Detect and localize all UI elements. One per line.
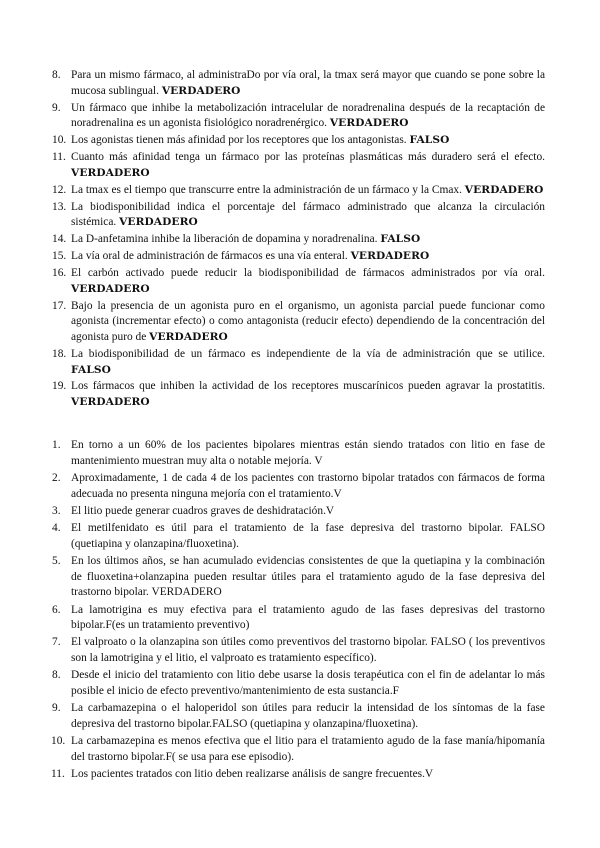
item-number: 9. <box>52 702 61 715</box>
item-number: 5. <box>52 554 61 567</box>
answer-label: VERDADERO <box>71 166 150 179</box>
answer-label: VERDADERO <box>119 216 198 229</box>
statement-text: La D-anfetamina inhibe la liberación de dopamina y noradrenalina. <box>71 233 378 246</box>
item-number: 12. <box>52 183 67 196</box>
item-number: 2. <box>52 471 61 484</box>
item-number: 16. <box>52 266 67 279</box>
list-item <box>52 101 545 132</box>
answer-label: VERDADERO <box>149 330 228 343</box>
list-item <box>52 471 545 502</box>
item-number: 1. <box>52 439 61 451</box>
item-number: 19. <box>52 380 67 393</box>
statement-text: La vía oral de administración de fármacos es una vía enteral. <box>71 250 348 263</box>
item-number: 14. <box>52 233 67 246</box>
list-item <box>52 767 545 783</box>
item-number: 17. <box>52 299 67 312</box>
answer-label: VERDADERO <box>71 282 150 295</box>
item-number: 13. <box>52 200 67 213</box>
statement-text: La tmax es el tiempo que transcurre entre la administración de un fármaco y la Cmax. <box>71 183 462 196</box>
answer-label: VERDADERO <box>350 250 430 263</box>
list-item <box>52 734 545 765</box>
statement-text: Un fármaco que inhibe la metabolización intracelular de noradrenalina después de la recaptación de noradrenalina es un agonista fisiológico noradrenérgico. <box>71 101 545 130</box>
list-item <box>52 438 545 469</box>
statement-text: La carbamazepina es menos efectiva que el litio para el tratamiento agudo de la fase manía/hipomanía del trastorno bipolar.F( se usa para ese episodio). <box>71 735 545 763</box>
statement-text: En torno a un 60% de los pacientes bipolares mientras están siendo tratados con litio en fase de mantenimiento muestran muy alta o notable mejoría. V <box>71 439 545 467</box>
statement-text: La biodisponibilidad de un fármaco es independiente de la vía de administración que se utilice. <box>71 347 545 360</box>
statement-text: En los últimos años, se han acumulado evidencias consistentes de que la quetiapina y la combinación de fluoxetina+olanzapina pueden resultar útiles para el tratamiento agudo de la fase depresiva del trastorno bipolar. VERDADERO <box>71 554 545 599</box>
item-number: 11. <box>52 151 66 164</box>
item-number: 8. <box>52 69 61 81</box>
item-number: 8. <box>52 669 61 682</box>
statement-text: Cuanto más afinidad tenga un fármaco por las proteínas plasmáticas más duradero será el efecto. <box>71 151 545 164</box>
item-number: 6. <box>52 603 61 616</box>
statement-text: Para un mismo fármaco, al administraDo por vía oral, la tmax será mayor que cuando se pone sobre la mucosa sublingual. <box>71 69 545 97</box>
item-number: 11. <box>51 768 65 781</box>
answer-label: FALSO <box>380 233 421 246</box>
list-item <box>52 521 545 552</box>
item-number: 4. <box>52 522 61 535</box>
statement-text: Los agonistas tienen más afinidad por los receptores que los antagonistas. <box>71 134 407 147</box>
answer-label: VERDADERO <box>329 117 409 130</box>
list-item <box>52 603 545 634</box>
item-number: 10. <box>51 735 66 748</box>
list-item <box>52 232 545 248</box>
list-item <box>52 266 545 297</box>
list-item <box>52 68 545 99</box>
list-item <box>52 701 545 732</box>
list-item <box>52 668 545 699</box>
list-item <box>52 635 545 666</box>
answer-label: FALSO <box>409 134 450 147</box>
answer-label: FALSO <box>71 363 111 376</box>
statement-text: La biodisponibilidad indica el porcentaje del fármaco administrado que alcanza la circulación sistémica. <box>71 200 545 229</box>
answer-label: VERDADERO <box>464 183 544 196</box>
list-item <box>52 554 545 601</box>
list-item <box>52 379 545 410</box>
statement-text: La carbamazepina o el haloperidol son útiles para reducir la intensidad de los síntomas de la fase depresiva del trastorno bipolar.FALSO (quetiapina y olanzapina/fluoxetina). <box>71 702 545 730</box>
list-item <box>52 200 545 231</box>
statement-text: El metilfenidato es útil para el tratamiento de la fase depresiva del trastorno bipolar. FALSO (quetiapina y olanzapina/fluoxetina). <box>71 522 545 550</box>
item-number: 3. <box>52 504 61 517</box>
pharmacology-statements-list <box>52 68 545 412</box>
statement-text: Aproximadamente, 1 de cada 4 de los pacientes con trastorno bipolar tratados con fármacos de forma adecuada no presenta ninguna mejoría con el tratamiento.V <box>71 471 545 500</box>
statement-text: Los fármacos que inhiben la actividad de los receptores muscarínicos pueden agravar la prostatitis. <box>71 380 545 393</box>
list-item <box>52 150 545 181</box>
list-item <box>52 183 545 199</box>
list-item <box>52 133 545 149</box>
statement-text: Desde el inicio del tratamiento con litio debe usarse la dosis terapéutica con el fin de adelantar lo más posible el inicio de efecto preventivo/mantenimiento de esta sustancia.F <box>71 669 545 698</box>
item-number: 7. <box>52 636 61 649</box>
item-number: 18. <box>52 347 67 360</box>
answer-label: VERDADERO <box>161 84 241 97</box>
list-item <box>52 347 545 378</box>
statement-text: Los pacientes tratados con litio deben realizarse análisis de sangre frecuentes.V <box>71 768 434 781</box>
statement-text: La lamotrigina es muy efectiva para el tratamiento agudo de las fases depresivas del trastorno bipolar.F(es un tratamiento preventivo) <box>71 603 545 632</box>
item-number: 9. <box>52 101 61 114</box>
item-number: 10. <box>52 134 67 147</box>
statement-text: Bajo la presencia de un agonista puro en el organismo, un agonista parcial puede funcionar como agonista (incrementar efecto) o como antagonista (reducir efecto) dependiendo de la concentración del agonista puro de <box>71 299 545 343</box>
answer-label: VERDADERO <box>71 396 150 409</box>
list-item <box>52 299 545 346</box>
statement-text: El litio puede generar cuadros graves de deshidratación.V <box>71 504 335 517</box>
bipolar-statements-list <box>52 438 545 784</box>
statement-text: El valproato o la olanzapina son útiles como preventivos del trastorno bipolar. FALSO ( los preventivos son la lamotrigina y el litio, el valproato es tratamiento específico). <box>71 636 545 665</box>
list-item <box>52 249 545 265</box>
item-number: 15. <box>52 250 67 263</box>
statement-text: El carbón activado puede reducir la biodisponibilidad de fármacos administrados por vía oral. <box>71 266 545 279</box>
list-item <box>52 504 545 520</box>
